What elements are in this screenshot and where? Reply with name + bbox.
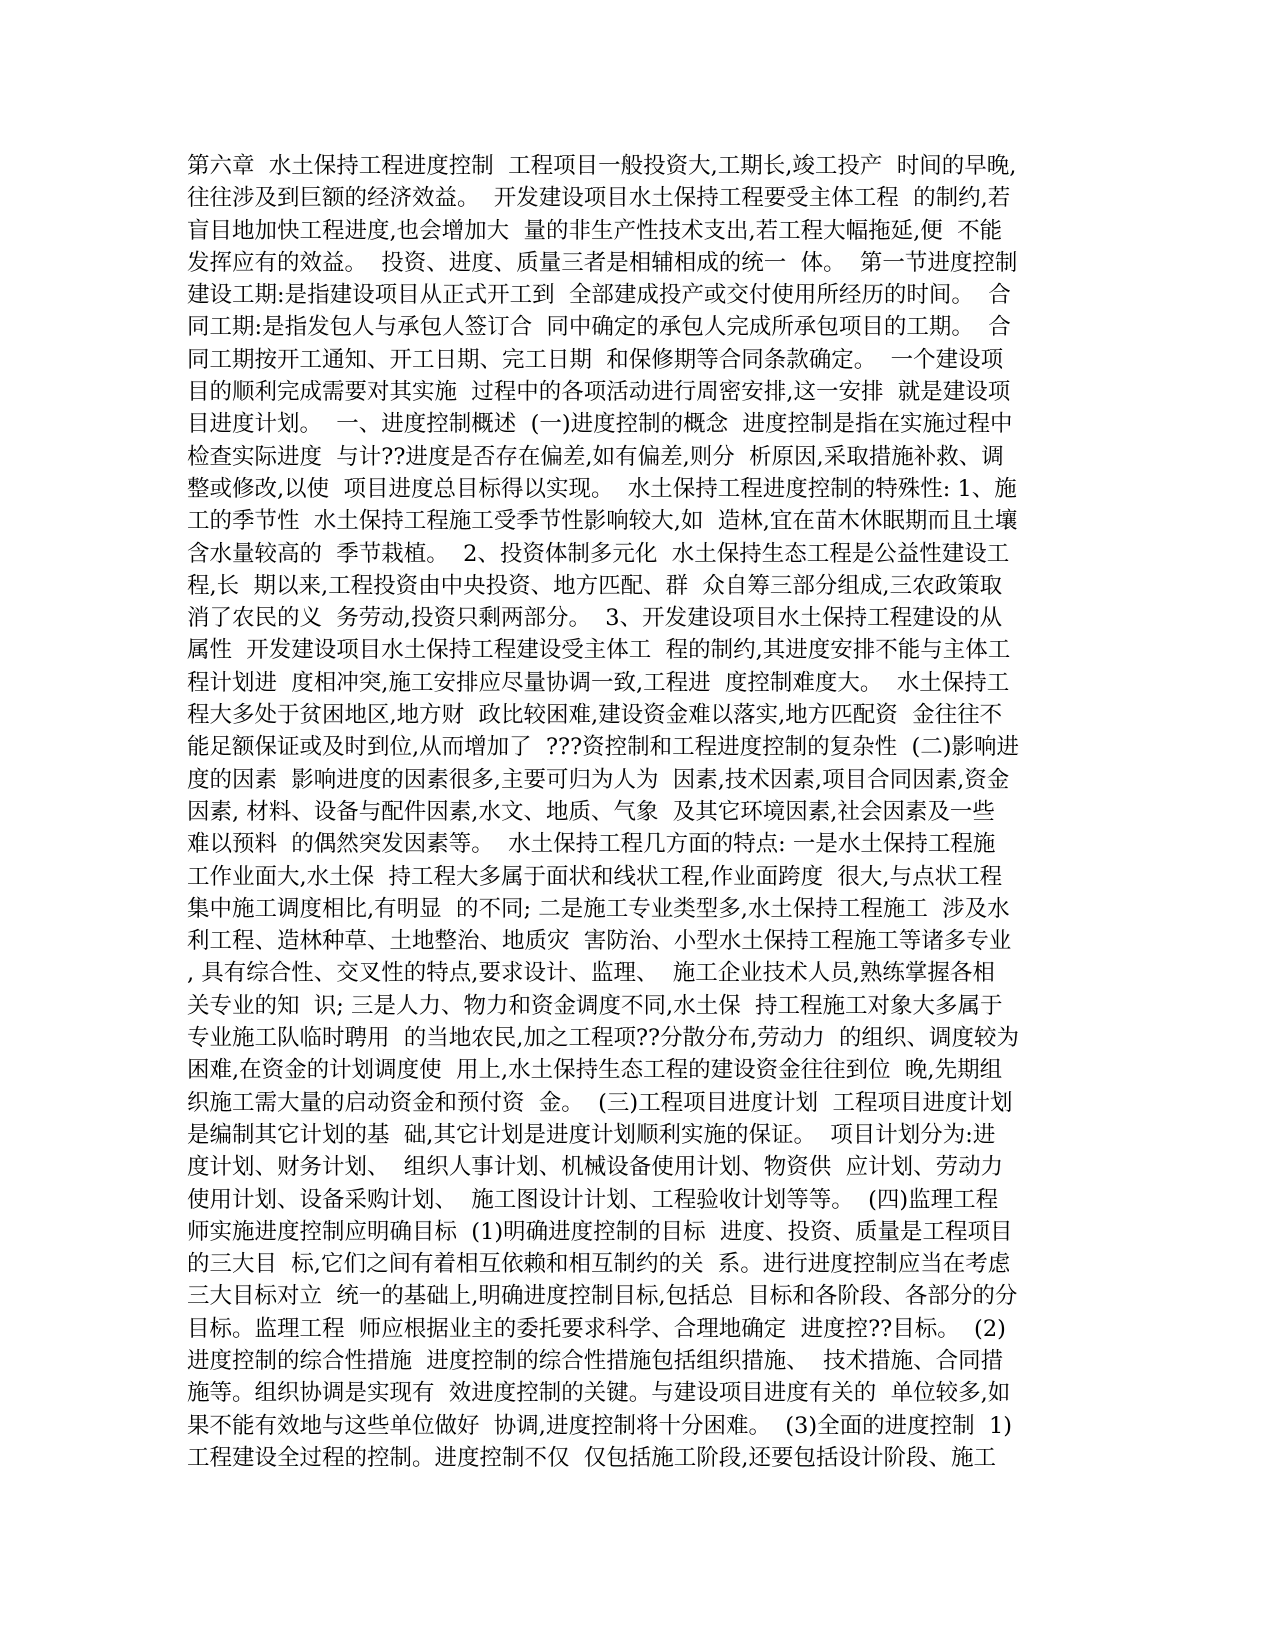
text-line: 往往涉及到巨额的经济效益。 开发建设项目水土保持工程要受主体工程 的制约,若 — [187, 185, 1011, 212]
text-line: 建设工期:是指建设项目从正式开工到 全部建成投产或交付使用所经历的时间。 合 — [187, 282, 1011, 309]
text-line: , 具有综合性、交叉性的特点,要求设计、监理、 施工企业技术人员,熟练掌握各相 — [187, 960, 995, 987]
text-line: 检查实际进度 与计??进度是否存在偏差,如有偏差,则分 析原因,采取措施补救、调 — [187, 443, 1004, 470]
text-line: 能足额保证或及时到位,从而增加了 ???资控制和工程进度控制的复杂性 (二)影响进 — [187, 734, 1020, 761]
text-line: 属性 开发建设项目水土保持工程建设受主体工 程的制约,其进度安排不能与主体工 — [187, 637, 1011, 664]
text-line: 难以预料 的偶然突发因素等。 水土保持工程几方面的特点: 一是水土保持工程施 — [187, 831, 996, 858]
text-line: 程计划进 度相冲突,施工安排应尽量协调一致,工程进 度控制难度大。 水土保持工 — [187, 669, 1010, 696]
text-line: 施等。组织协调是实现有 效进度控制的关键。与建设项目进度有关的 单位较多,如 — [187, 1380, 1011, 1407]
text-line: 工作业面大,水土保 持工程大多属于面状和线状工程,作业面跨度 很大,与点状工程 — [187, 863, 1003, 890]
text-line: 织施工需大量的启动资金和预付资 金。 (三)工程项目进度计划 工程项目进度计划 — [187, 1089, 1013, 1116]
text-line: 集中施工调度相比,有明显 的不同; 二是施工专业类型多,水土保持工程施工 涉及水 — [187, 895, 1010, 922]
text-line: 关专业的知 识; 三是人力、物力和资金调度不同,水土保 持工程施工对象大多属于 — [187, 992, 1003, 1019]
text-line: 消了农民的义 务劳动,投资只剩两部分。 3、开发建设项目水土保持工程建设的从 — [187, 605, 1003, 632]
text-line: 是编制其它计划的基 础,其它计划是进度计划顺利实施的保证。 项目计划分为:进 — [187, 1121, 996, 1148]
text-line: 目标。监理工程 师应根据业主的委托要求科学、合理地确定 进度控??目标。 (2) — [187, 1315, 1006, 1342]
text-line: 专业施工队临时聘用 的当地农民,加之工程项??分散分布,劳动力 的组织、调度较为 — [187, 1025, 1020, 1052]
text-line: 困难,在资金的计划调度使 用上,水土保持生态工程的建设资金往往到位 晚,先期组 — [187, 1057, 1003, 1084]
text-line: 度的因素 影响进度的因素很多,主要可归为人为 因素,技术因素,项目合同因素,资金 — [187, 766, 1010, 793]
text-line: 进度控制的综合性措施 进度控制的综合性措施包括组织措施、 技术措施、合同措 — [187, 1347, 1004, 1374]
text-line: 同工期:是指发包人与承包人签订合 同中确定的承包人完成所承包项目的工期。 合 — [187, 314, 1011, 341]
text-line: 程大多处于贫困地区,地方财 政比较困难,建设资金难以落实,地方匹配资 金往往不 — [187, 702, 1003, 729]
text-line: 工的季节性 水土保持工程施工受季节性影响较大,如 造林,宜在苗木休眠期而且土壤 — [187, 508, 1018, 535]
text-line: 程,长 期以来,工程投资由中央投资、地方匹配、群 众自筹三部分组成,三农政策取 — [187, 572, 1003, 599]
text-line: 目进度计划。 一、进度控制概述 (一)进度控制的概念 进度控制是指在实施过程中 — [187, 411, 1013, 438]
text-line: 整或修改,以使 项目进度总目标得以实现。 水土保持工程进度控制的特殊性: 1、施 — [187, 475, 1017, 502]
text-line: 发挥应有的效益。 投资、进度、质量三者是相辅相成的统一 体。 第一节进度控制 — [187, 249, 1018, 276]
text-line: 利工程、造林种草、土地整治、地质灾 害防治、小型水土保持工程施工等诸多专业 — [187, 928, 1012, 955]
text-line: 师实施进度控制应明确目标 (1)明确进度控制的目标 进度、投资、质量是工程项目 — [187, 1218, 1013, 1245]
text-line: 三大目标对立 统一的基础上,明确进度控制目标,包括总 目标和各阶段、各部分的分 — [187, 1283, 1018, 1310]
text-line: 使用计划、设备采购计划、 施工图设计计划、工程验收计划等等。 (四)监理工程 — [187, 1186, 999, 1213]
text-line: 的三大目 标,它们之间有着相互依赖和相互制约的关 系。进行进度控制应当在考虑 — [187, 1251, 1011, 1278]
text-line: 含水量较高的 季节栽植。 2、投资体制多元化 水土保持生态工程是公益性建设工 — [187, 540, 1010, 567]
text-line: 盲目地加快工程进度,也会增加大 量的非生产性技术支出,若工程大幅拖延,便 不能 — [187, 217, 1003, 244]
text-line: 第六章 水土保持工程进度控制 工程项目一般投资大,工期长,竣工投产 时间的早晚, — [187, 153, 1017, 179]
text-line: 因素, 材料、设备与配件因素,水文、地质、气象 及其它环境因素,社会因素及一些 — [187, 798, 995, 825]
text-line: 工程建设全过程的控制。进度控制不仅 仅包括施工阶段,还要包括设计阶段、施工 — [187, 1444, 996, 1471]
body-text — [187, 150, 1092, 1474]
text-line: 果不能有效地与这些单位做好 协调,进度控制将十分困难。 (3)全面的进度控制 1) — [187, 1412, 1013, 1439]
text-line: 度计划、财务计划、 组织人事计划、机械设备使用计划、物资供 应计划、劳动力 — [187, 1154, 1004, 1181]
text-line: 同工期按开工通知、开工日期、完工日期 和保修期等合同条款确定。 一个建设项 — [187, 346, 1004, 373]
text-line: 目的顺利完成需要对其实施 过程中的各项活动进行周密安排,这一安排 就是建设项 — [187, 379, 1011, 406]
